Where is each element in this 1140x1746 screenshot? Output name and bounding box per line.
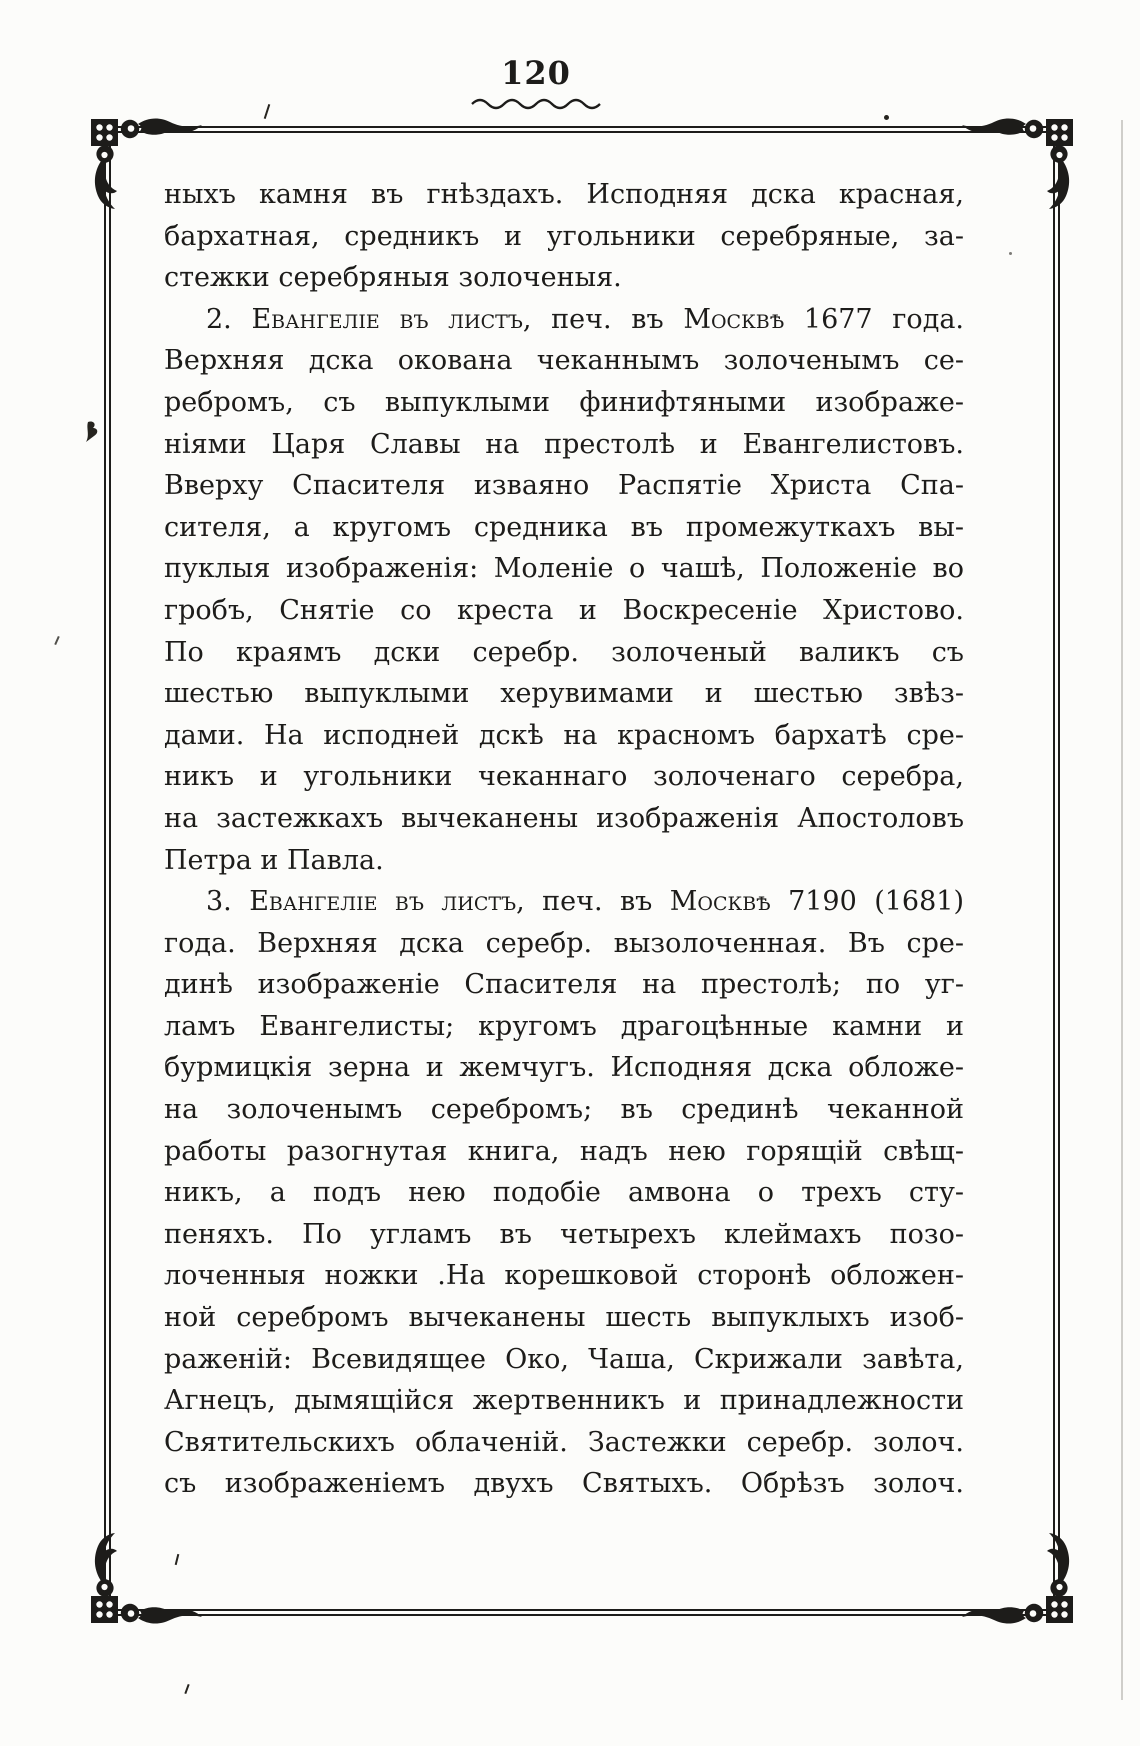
small-caps-text: Москвѣ: [683, 303, 785, 335]
text-run: 1677 года.: [784, 303, 964, 335]
text-run: съ изображеніемъ двухъ Святыхъ. Обрѣзъ золоч.: [164, 1468, 964, 1500]
small-caps-text: Евангеліе въ листъ: [249, 886, 517, 918]
paragraph-2-line-8: [164, 590, 964, 632]
text-run: Святительскихъ облаченій. Застежки серебр. золоч.: [164, 1426, 964, 1458]
paragraph-2-line-9: [164, 632, 964, 674]
decorative-border-frame: [104, 126, 1060, 1616]
paragraph-3-line-8: [164, 1172, 964, 1214]
text-run: 7190 (1681): [770, 886, 964, 918]
text-run: ніями Царя Славы на престолѣ и Евангелистовъ.: [164, 428, 964, 460]
text-run: Петра и Павла.: [164, 844, 384, 876]
text-run: на золоченымъ серебромъ; въ срединѣ чеканной: [164, 1094, 964, 1126]
paragraph-1-line-2: [164, 216, 964, 258]
text-run: динѣ изображеніе Спасителя на престолѣ; по уг-: [164, 969, 964, 1001]
paragraph-3-line-6: [164, 1089, 964, 1131]
paragraph-3-line-3: [164, 964, 964, 1006]
text-run: Вверху Спасителя изваяно Распятіе Христа Спа-: [164, 470, 964, 502]
text-run: Верхняя дска окована чеканнымъ золоченымъ се-: [164, 345, 964, 377]
text-run: бурмицкія зерна и жемчугъ. Исподняя дска обложе-: [164, 1052, 964, 1084]
text-run: ной серебромъ вычеканены шесть выпуклыхъ изоб-: [164, 1302, 964, 1334]
text-run: никъ, а подъ нею подобіе амвона о трехъ сту-: [164, 1177, 964, 1209]
paragraph-2-line-14: [164, 840, 964, 882]
text-run: лоченныя ножки .На корешковой сторонѣ обложен-: [164, 1260, 964, 1292]
ink-artifact: [1009, 252, 1012, 255]
small-caps-text: Москвѣ: [669, 886, 771, 918]
paragraph-2-line-6: [164, 507, 964, 549]
text-run: 3.: [206, 886, 250, 918]
paragraph-3-line-13: [164, 1380, 964, 1422]
corner-ornament-bottom-left-icon: [90, 1532, 206, 1630]
text-run: 2.: [206, 303, 252, 335]
paragraph-2: [164, 299, 964, 881]
paragraph-3-line-1: [164, 881, 964, 923]
text-run: сителя, а кругомъ средника въ промежуткахъ вы-: [164, 511, 964, 543]
corner-ornament-top-right-icon: [958, 112, 1074, 210]
paragraph-2-line-11: [164, 715, 964, 757]
paragraph-3-line-11: [164, 1297, 964, 1339]
ink-artifact: [184, 1684, 189, 1694]
paragraph-2-line-2: [164, 340, 964, 382]
text-run: стежки серебряныя золоченыя.: [164, 262, 622, 294]
text-run: гробъ, Снятіе со креста и Воскресеніе Христово.: [164, 594, 964, 626]
page-number: 120: [501, 54, 571, 92]
small-caps-text: Евангеліе въ листъ: [251, 303, 523, 335]
paragraph-2-line-13: [164, 798, 964, 840]
paragraph-3-line-9: [164, 1214, 964, 1256]
paragraph-3-line-15: [164, 1463, 964, 1505]
text-run: бархатная, средникъ и угольники серебряные, за-: [164, 220, 964, 252]
text-run: , печ. въ: [522, 303, 684, 335]
text-run: пеняхъ. По угламъ въ четырехъ клеймахъ позо-: [164, 1218, 964, 1250]
paragraph-3-line-14: [164, 1422, 964, 1464]
text-run: По краямъ дски серебр. золоченый валикъ съ: [164, 636, 964, 668]
text-run: работы разогнутая книга, надъ нею горящій свѣщ-: [164, 1135, 964, 1167]
scanned-page-edge-shadow: [1121, 120, 1123, 1700]
ink-artifact: [264, 104, 271, 119]
paragraph-2-line-10: [164, 673, 964, 715]
text-run: на застежкахъ вычеканены изображенія Апостоловъ: [164, 802, 964, 834]
text-run: ребромъ, съ выпуклыми финифтяными изображе-: [164, 386, 964, 418]
paragraph-2-line-1: [164, 299, 964, 341]
paragraph-2-line-3: [164, 382, 964, 424]
paragraph-2-line-4: [164, 424, 964, 466]
paragraph-3-line-7: [164, 1131, 964, 1173]
paragraph-3-line-4: [164, 1006, 964, 1048]
margin-ink-blot: [83, 420, 101, 444]
wavy-underline-rule: [470, 96, 602, 110]
text-run: ламъ Евангелисты; кругомъ драгоцѣнные камни и: [164, 1010, 964, 1042]
paragraph-2-line-5: [164, 465, 964, 507]
text-run: шестью выпуклыми херувимами и шестью звѣз-: [164, 678, 964, 710]
paragraph-3-line-2: [164, 923, 964, 965]
text-block: [164, 174, 964, 1505]
text-run: никъ и угольники чеканнаго золоченаго серебра,: [164, 761, 964, 793]
text-run: , печ. въ: [516, 886, 670, 918]
paragraph-1: [164, 174, 964, 299]
paragraph-2-line-7: [164, 548, 964, 590]
paragraph-3-line-12: [164, 1339, 964, 1381]
paragraph-1-line-1: [164, 174, 964, 216]
text-run: пуклыя изображенія: Моленіе о чашѣ, Положеніе во: [164, 553, 964, 585]
paragraph-3-line-10: [164, 1255, 964, 1297]
corner-ornament-bottom-right-icon: [958, 1532, 1074, 1630]
paragraph-3-line-5: [164, 1047, 964, 1089]
ink-artifact: [884, 115, 889, 120]
text-run: года. Верхняя дска серебр. вызолоченная. Въ сре-: [164, 927, 964, 959]
text-run: ныхъ камня въ гнѣздахъ. Исподняя дска красная,: [164, 179, 964, 210]
text-run: Агнецъ, дымящійся жертвенникъ и принадлежности: [164, 1385, 964, 1417]
text-run: раженій: Всевидящее Око, Чаша, Скрижали завѣта,: [164, 1343, 964, 1375]
paragraph-2-line-12: [164, 756, 964, 798]
ink-artifact: [54, 636, 59, 645]
text-run: дами. На исподней дскѣ на красномъ бархатѣ сре-: [164, 719, 964, 751]
paragraph-3: [164, 881, 964, 1505]
paragraph-1-line-3: [164, 257, 964, 299]
